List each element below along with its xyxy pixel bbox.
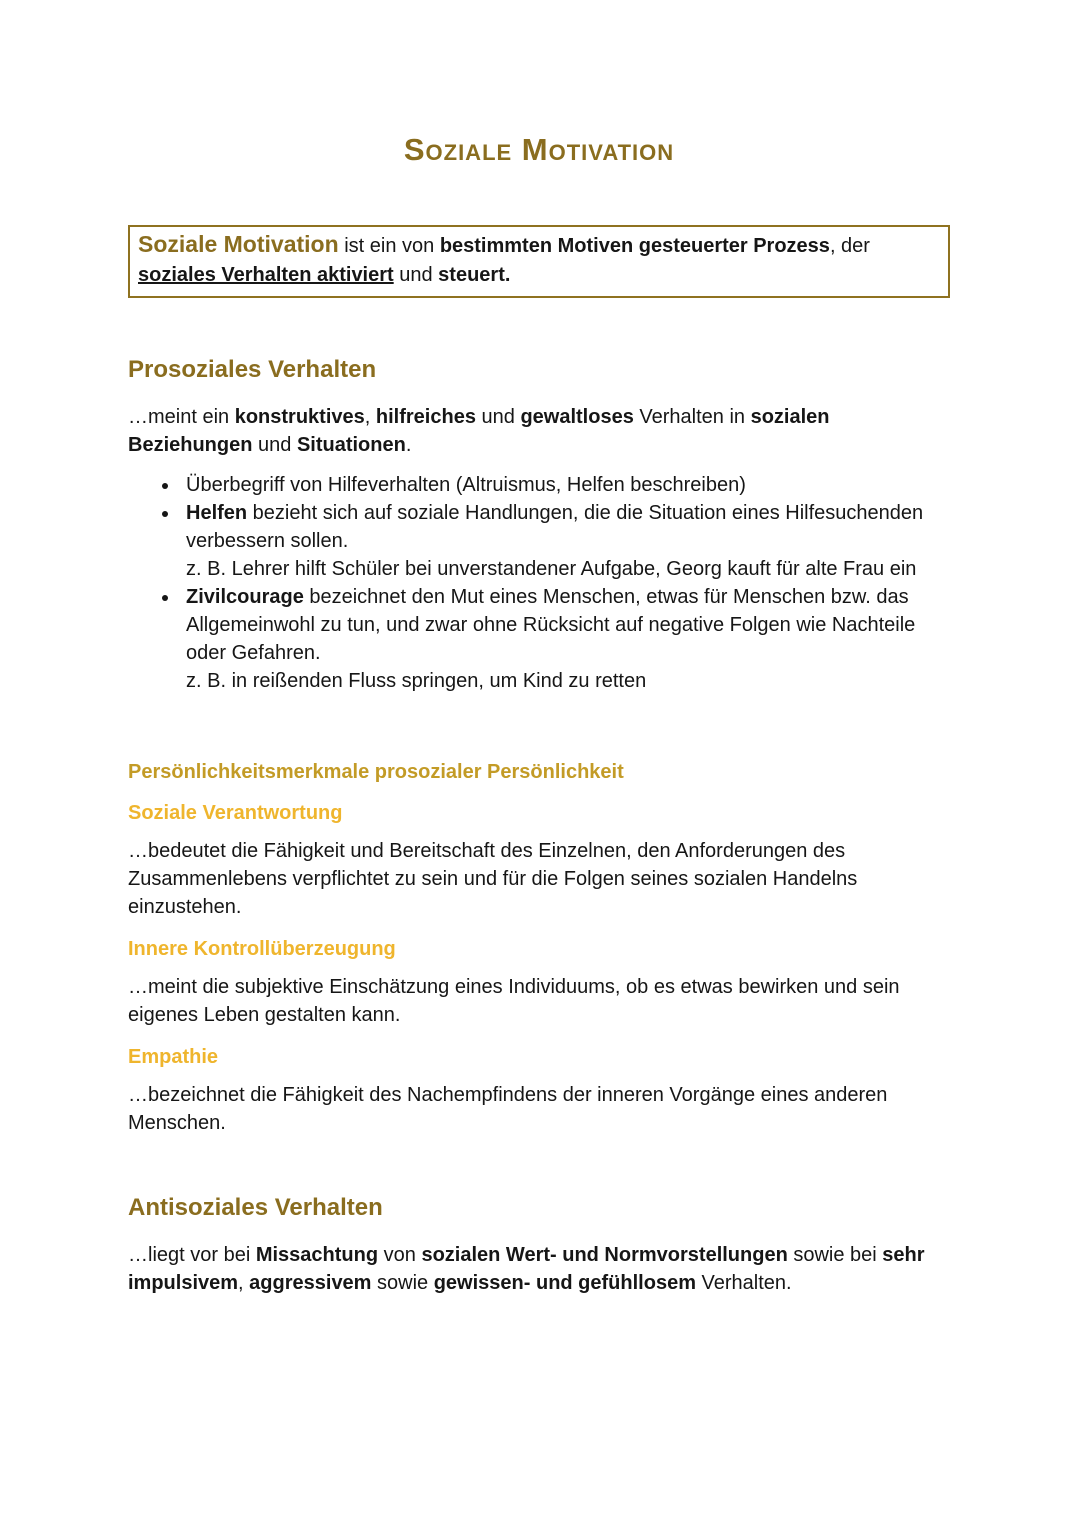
intro-bold: sozialen Beziehungen xyxy=(128,406,830,456)
intro-bold: hilfreiches xyxy=(375,406,476,428)
bullet-item xyxy=(180,583,950,695)
intro-bold: gewaltloses xyxy=(520,406,634,428)
intro-bold: Situationen xyxy=(296,434,406,456)
definition-bold: steuert. xyxy=(438,264,511,286)
bullet-text: bezeichnet den Mut eines Menschen, etwas für Menschen bzw. das Allgemeinwohl zu tun, und zwar ohne Rücksicht auf negative Folgen wie Nachteile oder Gefahren. xyxy=(186,586,916,664)
intro-bold: Missachtung xyxy=(255,1244,379,1266)
definition-text: , der xyxy=(829,235,870,257)
subsection-paragraph: …bedeutet die Fähigkeit und Bereitschaft des Einzelnen, den Anforderungen des Zusammenlebens verpflichtet zu sein und für die Folgen seines sozialen Handelns einzustehen. xyxy=(128,840,858,918)
bullet-example: z. B. Lehrer hilft Schüler bei unverstandener Aufgabe, Georg kauft für alte Frau ein xyxy=(186,558,917,580)
section-heading-antisozial: Antisoziales Verhalten xyxy=(128,1194,383,1221)
bullet-item xyxy=(180,499,950,583)
bullet-item xyxy=(180,471,950,499)
definition-text: und xyxy=(393,264,439,286)
intro-text: …meint ein xyxy=(128,406,235,428)
document-title: Soziale Motivation xyxy=(403,132,675,167)
intro-text: , xyxy=(364,406,376,428)
intro-text: Verhalten. xyxy=(695,1272,792,1294)
subsection-title-soziale-verantwortung: Soziale Verantwortung xyxy=(128,802,343,824)
intro-text: , xyxy=(238,1272,250,1294)
subsection-heading-merkmale: Persönlichkeitsmerkmale prosozialer Persönlichkeit xyxy=(128,761,624,783)
intro-text: von xyxy=(378,1244,422,1266)
bullet-example: z. B. in reißenden Fluss springen, um Kind zu retten xyxy=(186,670,647,692)
definition-bold-underline: soziales Verhalten aktiviert xyxy=(138,264,394,286)
bullet-text: bezieht sich auf soziale Handlungen, die die Situation eines Hilfesuchenden verbessern sollen. xyxy=(186,502,924,552)
subsection-title-innere-kontrollueberzeugung: Innere Kontrollüberzeugung xyxy=(128,938,396,960)
bullet-list xyxy=(128,471,950,695)
intro-bold: sozialen Wert- und Normvorstellungen xyxy=(421,1244,788,1266)
intro-bold: konstruktives xyxy=(234,406,365,428)
subsection-paragraph: …bezeichnet die Fähigkeit des Nachempfindens der inneren Vorgänge eines anderen Menschen. xyxy=(128,1084,888,1134)
intro-bold: aggressivem xyxy=(249,1272,372,1294)
intro-bold: sehr impulsivem xyxy=(128,1244,925,1294)
prosozial-intro-paragraph xyxy=(128,403,950,459)
subsection-title-empathie: Empathie xyxy=(128,1046,219,1068)
intro-text: und xyxy=(475,406,521,428)
intro-text: …liegt vor bei xyxy=(128,1244,256,1266)
intro-text: sowie xyxy=(371,1272,434,1294)
intro-text: Verhalten in xyxy=(633,406,751,428)
definition-bold: bestimmten Motiven gesteuerter Prozess xyxy=(439,235,830,257)
section-heading-prosozial: Prosoziales Verhalten xyxy=(128,356,377,383)
intro-text: sowie bei xyxy=(787,1244,883,1266)
intro-bold: gewissen- und gefühllosem xyxy=(433,1272,696,1294)
subsection-paragraph: …meint die subjektive Einschätzung eines Individuums, ob es etwas bewirken und sein eigenes Leben gestalten kann. xyxy=(128,976,900,1026)
bullet-lead: Helfen xyxy=(186,502,248,524)
definition-text: ist ein von xyxy=(338,235,440,257)
bullet-text: Überbegriff von Hilfeverhalten (Altruismus, Helfen beschreiben) xyxy=(186,474,746,496)
intro-text: . xyxy=(405,434,412,456)
intro-text: und xyxy=(252,434,297,456)
definition-box xyxy=(128,225,950,298)
antisozial-intro-paragraph xyxy=(128,1241,950,1297)
definition-term: Soziale Motivation xyxy=(138,231,339,257)
bullet-lead: Zivilcourage xyxy=(186,586,304,608)
